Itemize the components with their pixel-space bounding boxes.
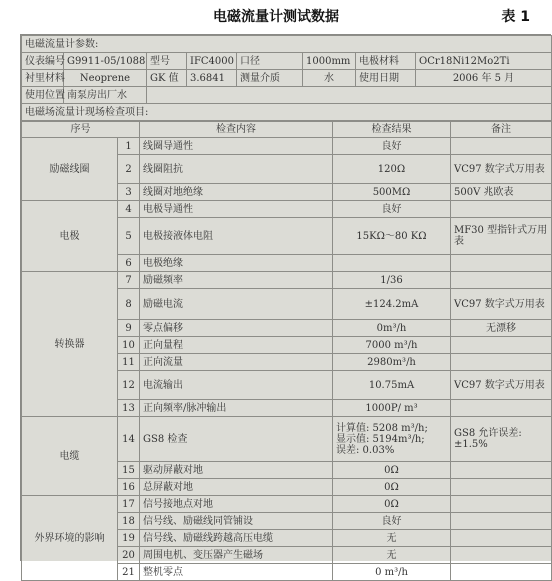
check-note	[451, 547, 552, 564]
row-number: 21	[118, 564, 140, 581]
check-result: 0Ω	[333, 496, 451, 513]
row-number: 10	[118, 337, 140, 354]
group-label: 外界环境的影响	[22, 496, 118, 581]
check-result: 1/36	[333, 272, 451, 289]
header-note: 备注	[451, 122, 552, 138]
param-label-meter-no: 仪表编号	[22, 53, 64, 70]
check-content: 信号线、励磁线同管铺设	[140, 513, 333, 530]
row-number: 17	[118, 496, 140, 513]
check-result: 0 m³/h	[333, 564, 451, 581]
check-result: 120Ω	[333, 155, 451, 184]
param-label-model: 型号	[147, 53, 187, 70]
check-content: 电极接液体电阻	[140, 218, 333, 255]
result-line: 计算值: 5208 m³/h;	[336, 422, 428, 434]
result-line: 显示值: 5194m³/h;	[336, 433, 425, 445]
row-number: 16	[118, 479, 140, 496]
inspection-body	[22, 138, 552, 581]
param-label-medium: 测量介质	[237, 70, 303, 87]
param-value-gk: 3.6841	[187, 70, 237, 87]
check-note: VC97 数字式万用表	[451, 289, 552, 320]
check-result: 无	[333, 547, 451, 564]
check-content: 电极绝缘	[140, 255, 333, 272]
param-value-electrode-material: OCr18Ni12Mo2Ti	[416, 53, 552, 70]
check-note	[451, 201, 552, 218]
check-content: 电流输出	[140, 371, 333, 400]
param-label-gk: GK 值	[147, 70, 187, 87]
check-note	[451, 400, 552, 417]
group-label: 电缆	[22, 417, 118, 496]
check-result: 7000 m³/h	[333, 337, 451, 354]
check-content: 正向量程	[140, 337, 333, 354]
check-result: 500MΩ	[333, 184, 451, 201]
check-result: 15KΩ～80 KΩ	[333, 218, 451, 255]
param-value-location: 南泵房出厂水	[64, 87, 147, 104]
row-number: 18	[118, 513, 140, 530]
header-content: 检查内容	[140, 122, 333, 138]
param-label-date: 使用日期	[356, 70, 416, 87]
param-value-model: IFC4000	[187, 53, 237, 70]
inspection-table	[21, 121, 552, 581]
check-note	[451, 138, 552, 155]
param-blank	[147, 87, 552, 104]
check-note	[451, 462, 552, 479]
check-note: VC97 数字式万用表	[451, 155, 552, 184]
check-note	[451, 479, 552, 496]
check-content: 励磁电流	[140, 289, 333, 320]
check-result: 0Ω	[333, 479, 451, 496]
check-result: 0Ω	[333, 462, 451, 479]
check-content: 正向流量	[140, 354, 333, 371]
check-content: 整机零点	[140, 564, 333, 581]
check-result	[333, 417, 451, 462]
check-result: ±124.2mA	[333, 289, 451, 320]
params-label: 电磁流量计参数:	[22, 36, 552, 53]
check-result: 良好	[333, 138, 451, 155]
check-content: 线圈导通性	[140, 138, 333, 155]
param-label-electrode-material: 电极材料	[356, 53, 416, 70]
table-row	[22, 417, 552, 462]
table-row	[22, 496, 552, 513]
check-result: 良好	[333, 513, 451, 530]
check-result: 良好	[333, 201, 451, 218]
check-note	[451, 337, 552, 354]
params-table	[21, 35, 552, 121]
table-number: 表 1	[501, 9, 530, 25]
row-number: 15	[118, 462, 140, 479]
table-row	[22, 138, 552, 155]
row-number: 19	[118, 530, 140, 547]
row-number: 5	[118, 218, 140, 255]
row-number: 11	[118, 354, 140, 371]
param-value-meter-no: G9911-05/1088	[64, 53, 147, 70]
row-number: 8	[118, 289, 140, 320]
check-content: 零点偏移	[140, 320, 333, 337]
row-number: 20	[118, 547, 140, 564]
group-label: 励磁线圈	[22, 138, 118, 201]
check-content: 线圈对地绝缘	[140, 184, 333, 201]
row-number: 1	[118, 138, 140, 155]
check-content: 线圈阻抗	[140, 155, 333, 184]
check-content: GS8 检查	[140, 417, 333, 462]
row-number: 3	[118, 184, 140, 201]
check-note: 无漂移	[451, 320, 552, 337]
row-number: 7	[118, 272, 140, 289]
param-value-liner: Neoprene	[64, 70, 147, 87]
check-note	[451, 496, 552, 513]
check-content: 电极导通性	[140, 201, 333, 218]
check-content: 周围电机、变压器产生磁场	[140, 547, 333, 564]
check-note: VC97 数字式万用表	[451, 371, 552, 400]
header-result: 检查结果	[333, 122, 451, 138]
header-no: 序号	[22, 122, 140, 138]
param-label-diameter: 口径	[237, 53, 303, 70]
param-label-location: 使用位置	[22, 87, 64, 104]
check-note	[451, 272, 552, 289]
check-note	[451, 530, 552, 547]
row-number: 14	[118, 417, 140, 462]
row-number: 13	[118, 400, 140, 417]
check-result: 无	[333, 530, 451, 547]
table-row	[22, 201, 552, 218]
group-label: 电极	[22, 201, 118, 272]
check-note: GS8 允许误差: ±1.5%	[451, 417, 552, 462]
param-label-liner: 衬里材料	[22, 70, 64, 87]
check-note	[451, 354, 552, 371]
document-title: 电磁流量计测试数据	[213, 9, 339, 25]
check-content: 励磁频率	[140, 272, 333, 289]
check-result: 1000P/ m³	[333, 400, 451, 417]
group-label: 转换器	[22, 272, 118, 417]
table-row	[22, 272, 552, 289]
inspect-label: 电磁场流量计现场检查项目:	[22, 104, 552, 121]
param-value-diameter: 1000mm	[303, 53, 356, 70]
title-bar	[0, 0, 552, 30]
data-sheet	[20, 34, 551, 578]
row-number: 12	[118, 371, 140, 400]
result-line: 误差: 0.03%	[336, 444, 395, 456]
check-result	[333, 255, 451, 272]
check-note: MF30 型指针式万用表	[451, 218, 552, 255]
check-content: 总屏蔽对地	[140, 479, 333, 496]
check-note	[451, 513, 552, 530]
check-content: 驱动屏蔽对地	[140, 462, 333, 479]
row-number: 6	[118, 255, 140, 272]
row-number: 4	[118, 201, 140, 218]
param-value-medium: 水	[303, 70, 356, 87]
check-content: 正向频率/脉冲输出	[140, 400, 333, 417]
check-note	[451, 564, 552, 581]
check-result: 0m³/h	[333, 320, 451, 337]
check-result: 2980m³/h	[333, 354, 451, 371]
row-number: 9	[118, 320, 140, 337]
param-value-date: 2006 年 5 月	[416, 70, 552, 87]
check-content: 信号线、励磁线跨越高压电缆	[140, 530, 333, 547]
row-number: 2	[118, 155, 140, 184]
check-result: 10.75mA	[333, 371, 451, 400]
check-content: 信号接地点对地	[140, 496, 333, 513]
check-note: 500V 兆欧表	[451, 184, 552, 201]
check-note	[451, 255, 552, 272]
